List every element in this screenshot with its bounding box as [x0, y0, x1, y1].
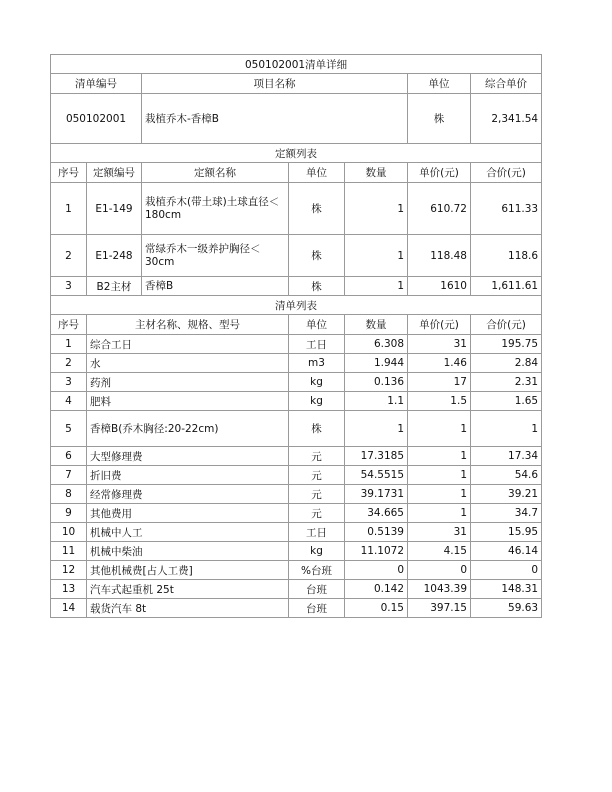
material-price: 1.46: [408, 354, 471, 373]
material-price: 17: [408, 373, 471, 392]
material-qty: 1: [345, 411, 408, 447]
quota-no: 3: [51, 277, 87, 296]
material-qty: 1.944: [345, 354, 408, 373]
material-name: 水: [87, 354, 289, 373]
summary-code: 050102001: [51, 94, 142, 144]
materials-header-row: [51, 315, 542, 335]
material-unit: %台班: [289, 561, 345, 580]
material-total: 195.75: [471, 335, 542, 354]
quota-price: 610.72: [408, 183, 471, 235]
material-price: 31: [408, 523, 471, 542]
quota-price: 1610: [408, 277, 471, 296]
summary-header-name: 项目名称: [142, 74, 408, 94]
quota-qty: 1: [345, 183, 408, 235]
material-total: 2.31: [471, 373, 542, 392]
quota-name: 栽植乔木(带土球)土球直径＜180cm: [142, 183, 289, 235]
material-price: 1: [408, 411, 471, 447]
material-total: 148.31: [471, 580, 542, 599]
material-no: 1: [51, 335, 87, 354]
material-unit: 元: [289, 504, 345, 523]
summary-header-code: 清单编号: [51, 74, 142, 94]
material-total: 15.95: [471, 523, 542, 542]
material-qty: 1.1: [345, 392, 408, 411]
material-total: 0: [471, 561, 542, 580]
quota-name: 香樟B: [142, 277, 289, 296]
material-unit: 元: [289, 447, 345, 466]
quota-header-cell: 合价(元): [471, 163, 542, 183]
materials-row: [51, 485, 542, 504]
materials-row: [51, 354, 542, 373]
material-no: 14: [51, 599, 87, 618]
material-unit: kg: [289, 392, 345, 411]
material-no: 8: [51, 485, 87, 504]
material-no: 10: [51, 523, 87, 542]
material-total: 17.34: [471, 447, 542, 466]
quota-header-cell: 序号: [51, 163, 87, 183]
materials-row: [51, 504, 542, 523]
quota-price: 118.48: [408, 235, 471, 277]
quota-header-cell: 单位: [289, 163, 345, 183]
material-price: 1.5: [408, 392, 471, 411]
material-no: 12: [51, 561, 87, 580]
materials-header-cell: 合价(元): [471, 315, 542, 335]
material-total: 39.21: [471, 485, 542, 504]
material-price: 1043.39: [408, 580, 471, 599]
quota-code: E1-149: [87, 183, 142, 235]
material-name: 汽车式起重机 25t: [87, 580, 289, 599]
material-no: 13: [51, 580, 87, 599]
material-total: 59.63: [471, 599, 542, 618]
material-qty: 17.3185: [345, 447, 408, 466]
material-name: 机械中柴油: [87, 542, 289, 561]
material-no: 2: [51, 354, 87, 373]
quota-qty: 1: [345, 277, 408, 296]
materials-row: [51, 335, 542, 354]
quota-name: 常绿乔木一级养护胸径＜30cm: [142, 235, 289, 277]
summary-header-price: 综合单价: [471, 74, 542, 94]
summary-header-unit: 单位: [408, 74, 471, 94]
materials-row: [51, 411, 542, 447]
material-total: 34.7: [471, 504, 542, 523]
materials-row: [51, 466, 542, 485]
quota-unit: 株: [289, 183, 345, 235]
material-total: 46.14: [471, 542, 542, 561]
material-qty: 11.1072: [345, 542, 408, 561]
material-unit: 台班: [289, 580, 345, 599]
material-unit: 工日: [289, 523, 345, 542]
quota-row: [51, 235, 542, 277]
material-price: 397.15: [408, 599, 471, 618]
material-qty: 0.5139: [345, 523, 408, 542]
materials-row: [51, 447, 542, 466]
quota-row: [51, 183, 542, 235]
material-price: 1: [408, 447, 471, 466]
material-no: 11: [51, 542, 87, 561]
quota-no: 1: [51, 183, 87, 235]
material-qty: 0.142: [345, 580, 408, 599]
quota-total: 118.6: [471, 235, 542, 277]
material-unit: kg: [289, 373, 345, 392]
material-name: 大型修理费: [87, 447, 289, 466]
material-name: 经常修理费: [87, 485, 289, 504]
material-total: 1.65: [471, 392, 542, 411]
table-title: 050102001清单详细: [51, 55, 542, 74]
material-unit: 工日: [289, 335, 345, 354]
material-price: 1: [408, 466, 471, 485]
material-name: 肥料: [87, 392, 289, 411]
quota-header-cell: 定额编号: [87, 163, 142, 183]
material-unit: 株: [289, 411, 345, 447]
material-unit: 元: [289, 466, 345, 485]
material-no: 5: [51, 411, 87, 447]
materials-row: [51, 523, 542, 542]
materials-header-cell: 序号: [51, 315, 87, 335]
material-total: 54.6: [471, 466, 542, 485]
material-name: 载货汽车 8t: [87, 599, 289, 618]
material-price: 1: [408, 504, 471, 523]
materials-section-title: 清单列表: [51, 296, 542, 315]
material-qty: 0.15: [345, 599, 408, 618]
quota-unit: 株: [289, 277, 345, 296]
material-no: 9: [51, 504, 87, 523]
quota-header-cell: 单价(元): [408, 163, 471, 183]
summary-name: 栽植乔木-香樟B: [142, 94, 408, 144]
material-unit: 元: [289, 485, 345, 504]
materials-row: [51, 561, 542, 580]
quota-total: 611.33: [471, 183, 542, 235]
material-price: 4.15: [408, 542, 471, 561]
material-price: 31: [408, 335, 471, 354]
material-qty: 0.136: [345, 373, 408, 392]
materials-header-cell: 数量: [345, 315, 408, 335]
quota-total: 1,611.61: [471, 277, 542, 296]
summary-price: 2,341.54: [471, 94, 542, 144]
material-name: 折旧费: [87, 466, 289, 485]
material-unit: 台班: [289, 599, 345, 618]
quota-header-row: [51, 163, 542, 183]
materials-row: [51, 580, 542, 599]
materials-row: [51, 599, 542, 618]
quota-code: E1-248: [87, 235, 142, 277]
quota-header-cell: 定额名称: [142, 163, 289, 183]
material-total: 2.84: [471, 354, 542, 373]
material-name: 其他机械费[占人工费]: [87, 561, 289, 580]
material-qty: 6.308: [345, 335, 408, 354]
material-no: 7: [51, 466, 87, 485]
bill-detail-table: [50, 54, 542, 618]
material-qty: 34.665: [345, 504, 408, 523]
material-no: 3: [51, 373, 87, 392]
materials-header-cell: 单位: [289, 315, 345, 335]
material-no: 6: [51, 447, 87, 466]
material-price: 1: [408, 485, 471, 504]
materials-header-cell: 主材名称、规格、型号: [87, 315, 289, 335]
material-qty: 0: [345, 561, 408, 580]
material-total: 1: [471, 411, 542, 447]
material-name: 机械中人工: [87, 523, 289, 542]
material-name: 其他费用: [87, 504, 289, 523]
quota-no: 2: [51, 235, 87, 277]
quota-unit: 株: [289, 235, 345, 277]
quota-section-title: 定额列表: [51, 144, 542, 163]
material-name: 药剂: [87, 373, 289, 392]
material-unit: kg: [289, 542, 345, 561]
material-qty: 39.1731: [345, 485, 408, 504]
material-qty: 54.5515: [345, 466, 408, 485]
material-unit: m3: [289, 354, 345, 373]
quota-code: B2主材: [87, 277, 142, 296]
quota-row: [51, 277, 542, 296]
material-name: 综合工日: [87, 335, 289, 354]
materials-row: [51, 392, 542, 411]
material-price: 0: [408, 561, 471, 580]
quota-qty: 1: [345, 235, 408, 277]
materials-header-cell: 单价(元): [408, 315, 471, 335]
materials-row: [51, 373, 542, 392]
material-name: 香樟B(乔木胸径:20-22cm): [87, 411, 289, 447]
materials-row: [51, 542, 542, 561]
summary-unit: 株: [408, 94, 471, 144]
material-no: 4: [51, 392, 87, 411]
quota-header-cell: 数量: [345, 163, 408, 183]
